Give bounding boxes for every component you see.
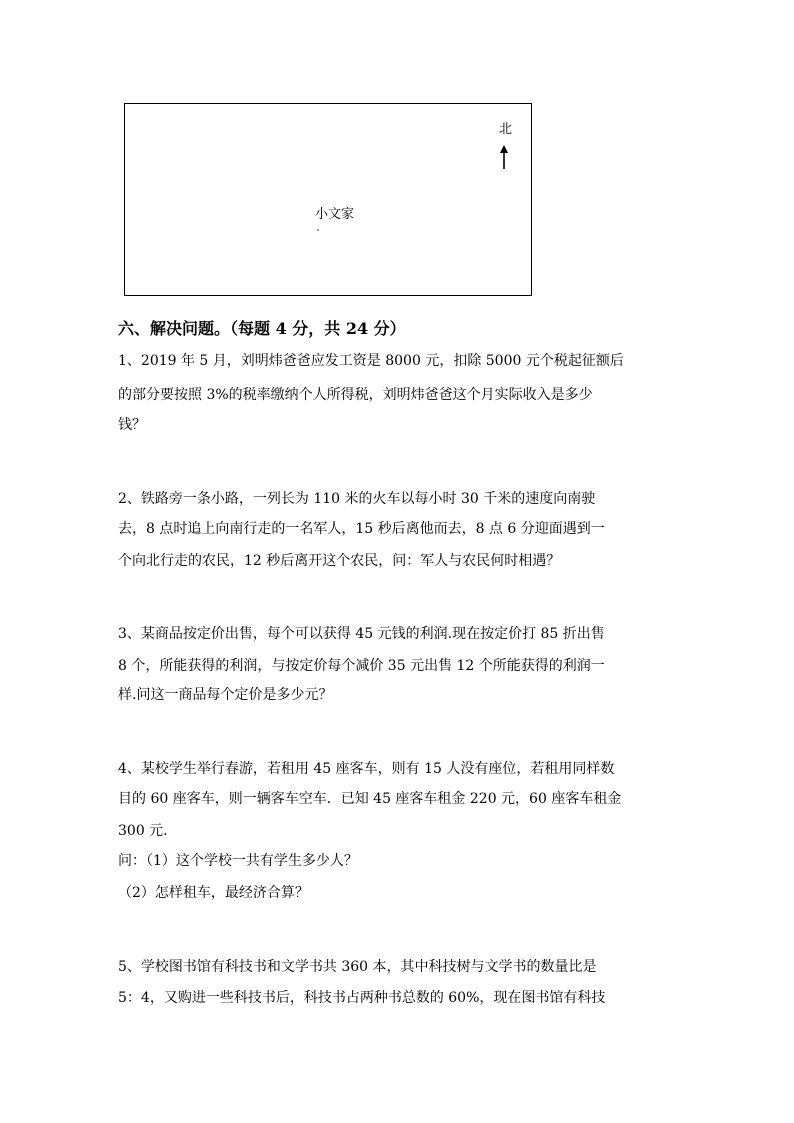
problem-2-line: 去，8 点时追上向南行走的一名军人，15 秒后离他而去，8 点 6 分迎面遇到一 [118,521,605,537]
section-title: 六、解决问题。（每题 4 分，共 24 分） [118,319,406,338]
problem-4-line: （2）怎样租车，最经济合算？ [118,885,309,901]
problem-3-line: 8 个，所能获得的利润，与按定价每个减价 35 元出售 12 个所能获得的利润一 [118,658,605,674]
problem-2-line: 个向北行走的农民，12 秒后离开这个农民，问：军人与农民何时相遇？ [118,553,561,569]
problem-1-line: 的部分要按照 3%的税率缴纳个人所得税，刘明炜爸爸这个月实际收入是多少 [118,387,593,403]
problem-1-line: 钱？ [118,417,146,433]
problem-4-line: 300 元. [118,823,168,839]
home-label: 小文家 [315,207,355,222]
problem-3-line: 3、某商品按定价出售，每个可以获得 45 元钱的利润.现在按定价打 85 折出售 [118,626,605,642]
problem-5-line: 5：4，又购进一些科技书后，科技书占两种书总数的 60%，现在图书馆有科技 [118,990,606,1006]
home-dot [317,229,319,231]
problem-2-line: 2、铁路旁一条小路，一列长为 110 米的火车以每小时 30 千米的速度向南驶 [118,491,596,507]
problem-4-line: 4、某校学生举行春游，若租用 45 座客车，则有 15 人没有座位，若租用同样数 [118,761,615,777]
map-box [124,103,532,296]
problem-1-line: 1、2019 年 5 月，刘明炜爸爸应发工资是 8000 元，扣除 5000 元个税起征额后 [118,353,624,369]
problem-4-line: 目的 60 座客车，则一辆客车空车．已知 45 座客车租金 220 元，60 座客车租金 [118,791,622,807]
north-arrow-icon [498,145,510,169]
problem-4-line: 问：（1）这个学校一共有学生多少人？ [118,853,358,869]
problem-5-line: 5、学校图书馆有科技书和文学书共 360 本，其中科技树与文学书的数量比是 [118,959,597,975]
problem-3-line: 样.问这一商品每个定价是多少元？ [118,687,333,703]
north-label: 北 [499,122,513,137]
